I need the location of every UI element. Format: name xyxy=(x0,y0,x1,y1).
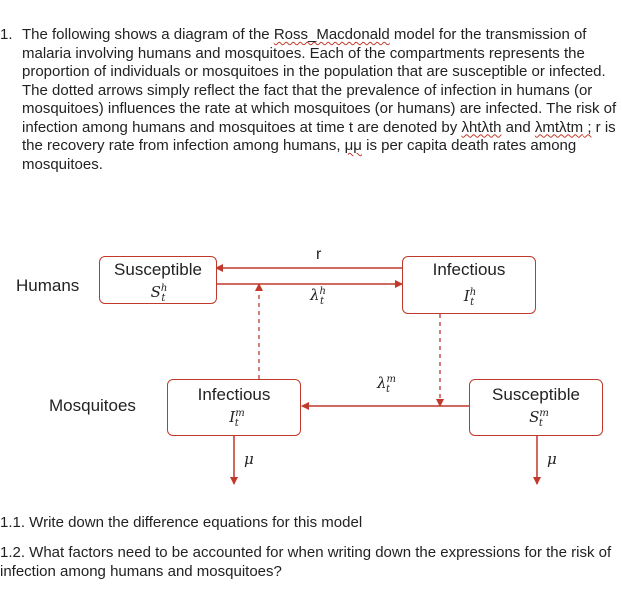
human-infectious-box xyxy=(402,256,536,314)
ross-macdonald-diagram xyxy=(0,240,622,500)
human-susceptible-title: Susceptible xyxy=(114,260,202,279)
humans-label: Humans xyxy=(16,276,80,295)
human-infectious-symbol: $I^h_t$ xyxy=(463,287,477,308)
mosquito-susceptible-box xyxy=(469,379,603,436)
recovery-rate-label: r xyxy=(316,246,322,263)
mu-right-label: μ xyxy=(547,450,557,468)
mosquito-infectious-symbol: $I^m_t$ xyxy=(229,408,245,429)
question-text: The following shows a diagram of the Ross_Macdonald model for the transmission of malaria involving humans and mosquitoes. Each of the compartments represents the proportion of individuals or mosquitoes in the population that are susceptible or infected. The dotted arrows simply reflect the fact that the prevalence of infection in humans (or mosquitoes) influences the rate at which mosquitoes (or humans) are infected. The risk of infection among humans and mosquitoes at time t are denoted by λhtλth and λmtλtm ; r is the recovery rate from infection among humans, μμ is per capita death rates among mosquitoes. xyxy=(22,26,617,173)
lambda-m-text: λmtλtm xyxy=(534,118,584,136)
lambda-h-text: λhtλth xyxy=(461,118,502,136)
lambda-m-label: $\lambda^m_t$ xyxy=(377,374,396,395)
mosquito-infectious-box xyxy=(167,379,301,436)
question-intro xyxy=(0,26,620,174)
subquestion-1: 1.1. Write down the difference equations for this model xyxy=(0,514,363,531)
mosquito-susceptible-title: Susceptible xyxy=(492,385,580,404)
human-susceptible-box xyxy=(99,256,217,304)
question-number: 1. xyxy=(0,26,13,43)
mosquitoes-label: Mosquitoes xyxy=(49,396,136,415)
subquestion-2: 1.2. What factors need to be accounted for when writing down the expressions for the risk of infection among humans and mosquitoes? xyxy=(0,544,612,580)
mu-left-label: μ xyxy=(244,450,254,468)
human-infectious-title: Infectious xyxy=(432,260,506,279)
human-susceptible-symbol: $S^h_t$ xyxy=(150,283,168,304)
model-name: Ross_Macdonald xyxy=(273,26,390,43)
lambda-h-label: $\lambda^h_t$ xyxy=(310,286,326,307)
mu-text: μμ xyxy=(344,137,362,154)
mosquito-susceptible-symbol: $S^m_t$ xyxy=(529,408,549,429)
mosquito-infectious-title: Infectious xyxy=(197,385,271,404)
